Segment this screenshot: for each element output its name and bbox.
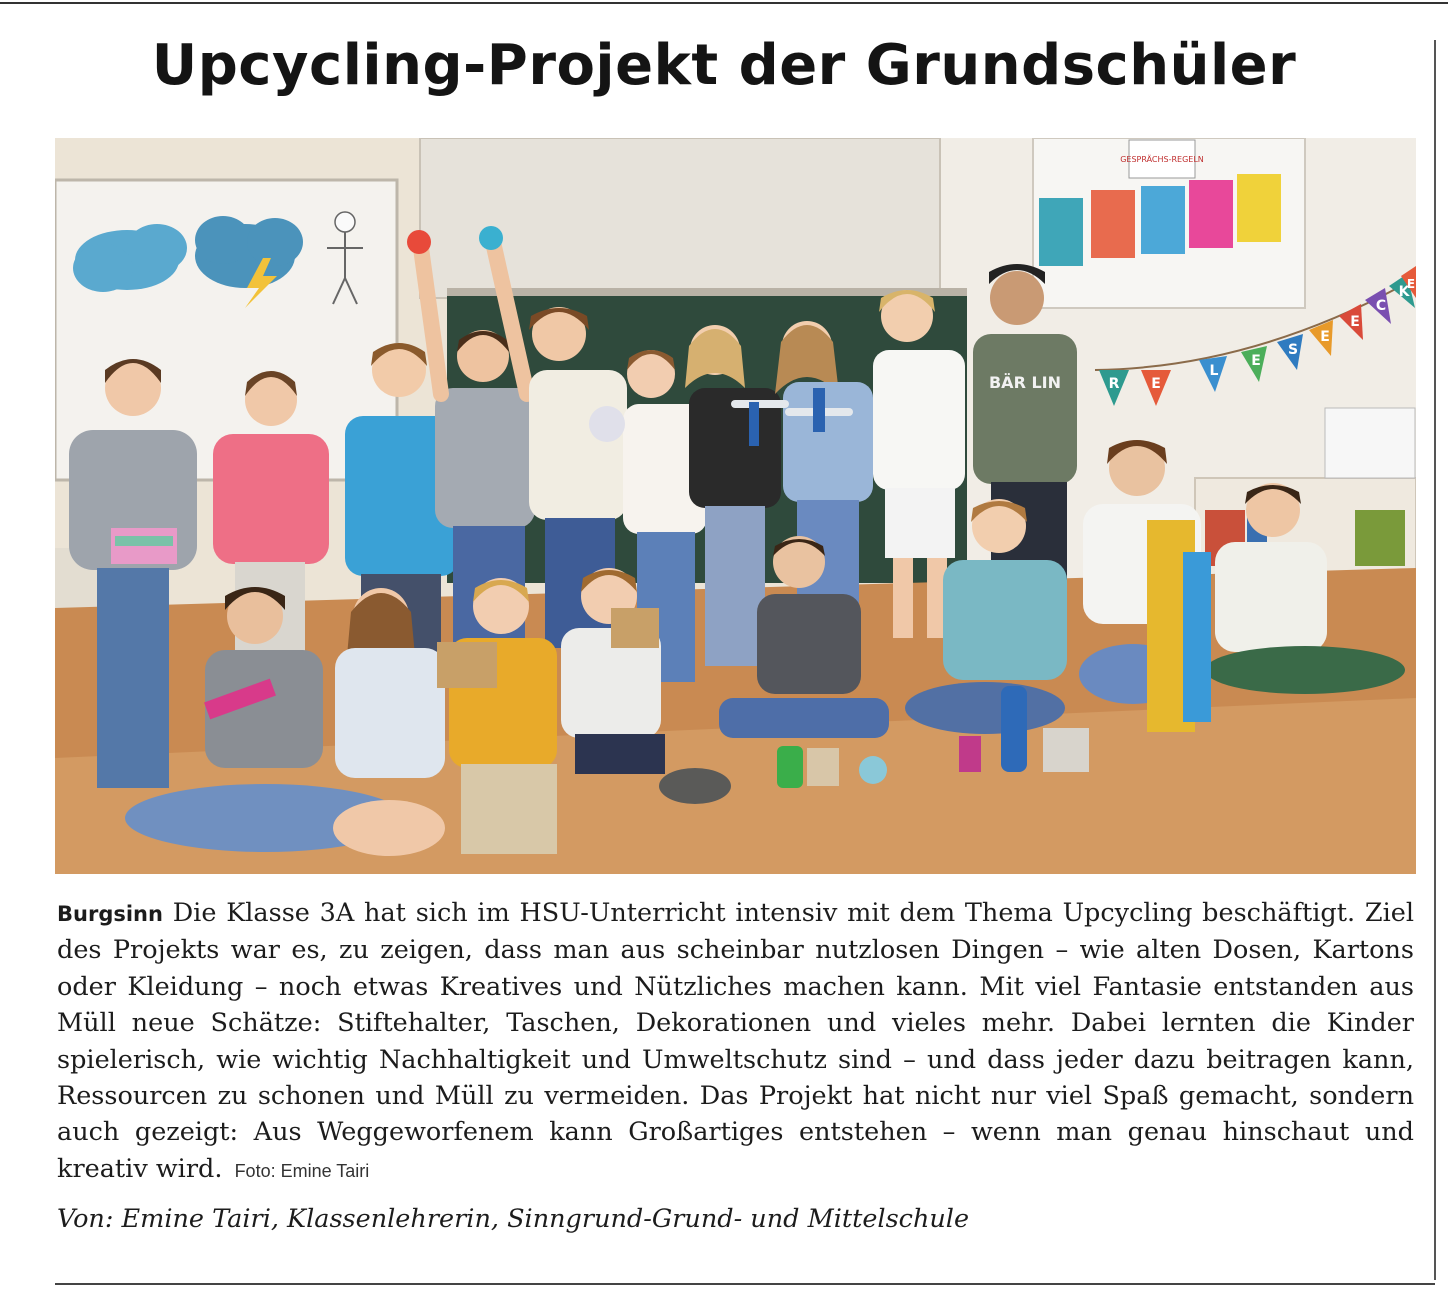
column-rule xyxy=(1434,40,1436,1280)
shirt-print: BÄR LIN xyxy=(988,373,1062,392)
bunting-letter: E xyxy=(1406,277,1416,291)
bunting-letter: S xyxy=(1287,342,1299,358)
author-byline: Von: Emine Tairi, Klassenlehrerin, Sinngrund-Grund- und Mittelschule xyxy=(57,1204,970,1234)
bunting-letter: K xyxy=(1398,284,1410,300)
photo-credit: Foto: Emine Tairi xyxy=(234,1160,370,1181)
class-photo-illustration xyxy=(55,138,1416,874)
dateline: Burgsinn xyxy=(57,902,163,926)
bunting-letter: E xyxy=(1251,353,1261,369)
article-photo xyxy=(55,138,1416,874)
bunting-letter: E xyxy=(1350,314,1360,330)
bottom-rule xyxy=(55,1283,1435,1285)
bunting-letter: E xyxy=(1320,329,1330,345)
bunting-letter: R xyxy=(1108,376,1120,392)
bunting-letter: C xyxy=(1375,298,1387,314)
article-body xyxy=(57,895,1414,1189)
article-headline: Upcycling-Projekt der Grundschüler xyxy=(151,33,1297,98)
top-rule xyxy=(0,2,1448,4)
poster-heading: GESPRÄCHS-REGELN xyxy=(1120,155,1204,164)
bunting-letter: E xyxy=(1151,376,1161,392)
bunting-letter: L xyxy=(1209,363,1219,379)
body-text: Die Klasse 3A hat sich im HSU-Unterricht intensiv mit dem Thema Upcycling beschäftigt. Ziel des Projekts war es, zu zeigen, dass man aus scheinbar nutzlosen Dingen – wie alten Dosen, Kartons oder Kleidung – noch etwas Kreatives und Nützliches machen kann. Mit viel Fantasie entstanden aus Müll neue Schätze: Stiftehalter, Taschen, Dekorationen und vieles mehr. Dabei lernten die Kinder spielerisch, wie wichtig Nachhaltigkeit und Umweltschutz sind – und dass jeder dazu beitragen kann, Ressourcen zu schonen und Müll zu vermeiden. Das Projekt hat nicht nur viel Spaß gemacht, sondern auch gezeigt: Aus Weggeworfenem kann Großartiges entstehen – wenn man genau hinschaut und kreativ wird. xyxy=(57,898,1415,1184)
